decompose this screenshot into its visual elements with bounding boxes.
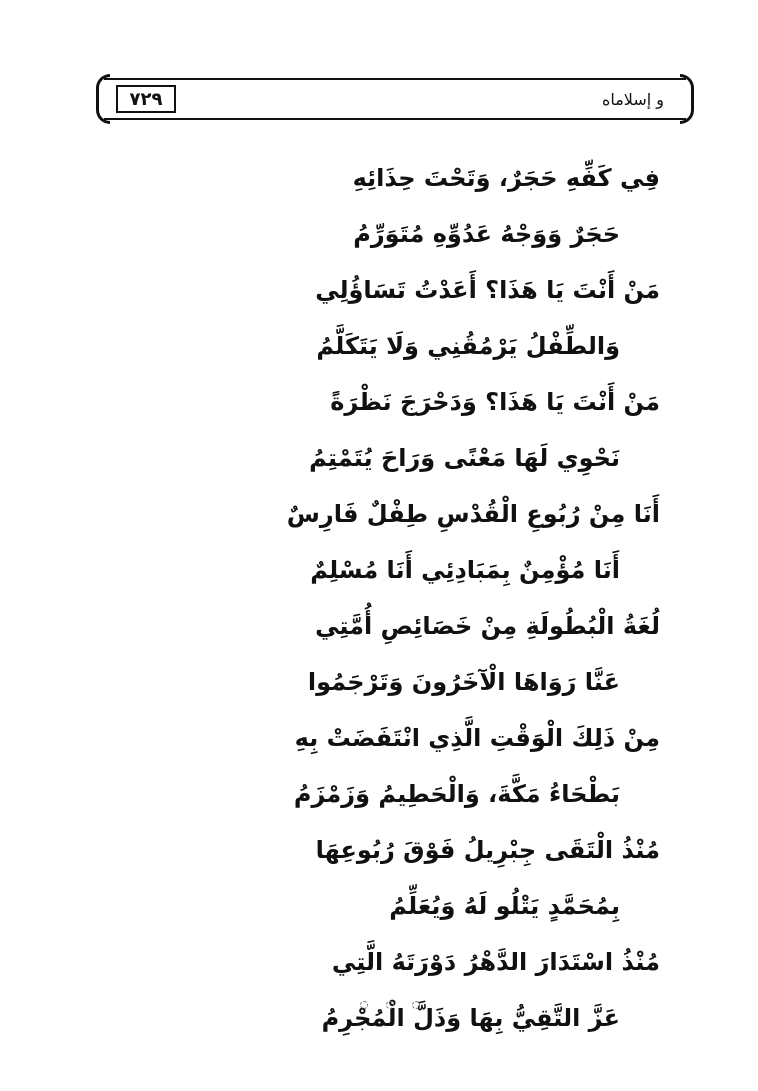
header-rule-bottom: [104, 118, 686, 120]
poem: [100, 150, 660, 1046]
verse-line: مُنْذُ اسْتَدَارَ الدَّهْرُ دَوْرَتَهُ الَّتِي: [331, 948, 660, 976]
verse-line: عَنَّا رَوَاهَا الْآخَرُونَ وَتَرْجَمُوا: [307, 668, 620, 696]
verse-line: لُغَةُ الْبُطُولَةِ مِنْ خَصَائِصِ أُمَّتِي: [315, 612, 660, 640]
verse-line: حَجَرٌ وَوَجْهُ عَدُوِّهِ مُتَوَرِّمُ: [353, 220, 620, 248]
page-number: ٧٢٩: [116, 85, 176, 113]
page-header: [96, 74, 694, 124]
header-rule-top: [104, 78, 686, 80]
verse-line: وَالطِّفْلُ يَرْمُقُنِي وَلَا يَتَكَلَّمُ: [316, 332, 620, 360]
running-title: و إسلاماه: [601, 89, 664, 109]
verse-line: نَحْوِي لَهَا مَعْنًى وَرَاحَ يُتَمْتِمُ: [309, 444, 620, 472]
verse-line: أَنَا مِنْ رُبُوعِ الْقُدْسِ طِفْلٌ فَارِسٌ: [286, 500, 660, 528]
verse-line: فِي كَفِّهِ حَجَرٌ، وَتَحْتَ حِذَائِهِ: [352, 164, 660, 192]
ornament-star-icon: [412, 1001, 420, 1009]
verse-line: عَزَّ التَّقِيُّ بِهَا وَذَلَّ الْمُجْرِمُ: [321, 1004, 620, 1032]
header-frame-left-cap: [96, 74, 110, 124]
ornament-star-icon: [360, 1001, 368, 1009]
verse-line: أَنَا مُؤْمِنٌ بِمَبَادِئِي أَنَا مُسْلِمٌ: [310, 556, 620, 584]
ornament-star-icon: [386, 1001, 394, 1009]
verse-line: بَطْحَاءُ مَكَّةَ، وَالْحَطِيمُ وَزَمْزَمُ: [293, 780, 620, 808]
verse-line: مَنْ أَنْتَ يَا هَذَا؟ وَدَحْرَجَ نَظْرَةً: [330, 388, 660, 416]
section-end-ornament: [360, 998, 420, 1012]
verse-line: مُنْذُ الْتَقَى جِبْرِيلُ فَوْقَ رُبُوعِهَا: [315, 836, 660, 864]
verse-line: مَنْ أَنْتَ يَا هَذَا؟ أَعَدْتُ تَسَاؤُلِي: [315, 276, 660, 304]
verse-line: بِمُحَمَّدٍ يَتْلُو لَهُ وَيُعَلِّمُ: [389, 892, 620, 920]
verse-line: مِنْ ذَلِكَ الْوَقْتِ الَّذِي انْتَفَضَتْ بِهِ: [294, 724, 660, 752]
header-frame-right-cap: [680, 74, 694, 124]
